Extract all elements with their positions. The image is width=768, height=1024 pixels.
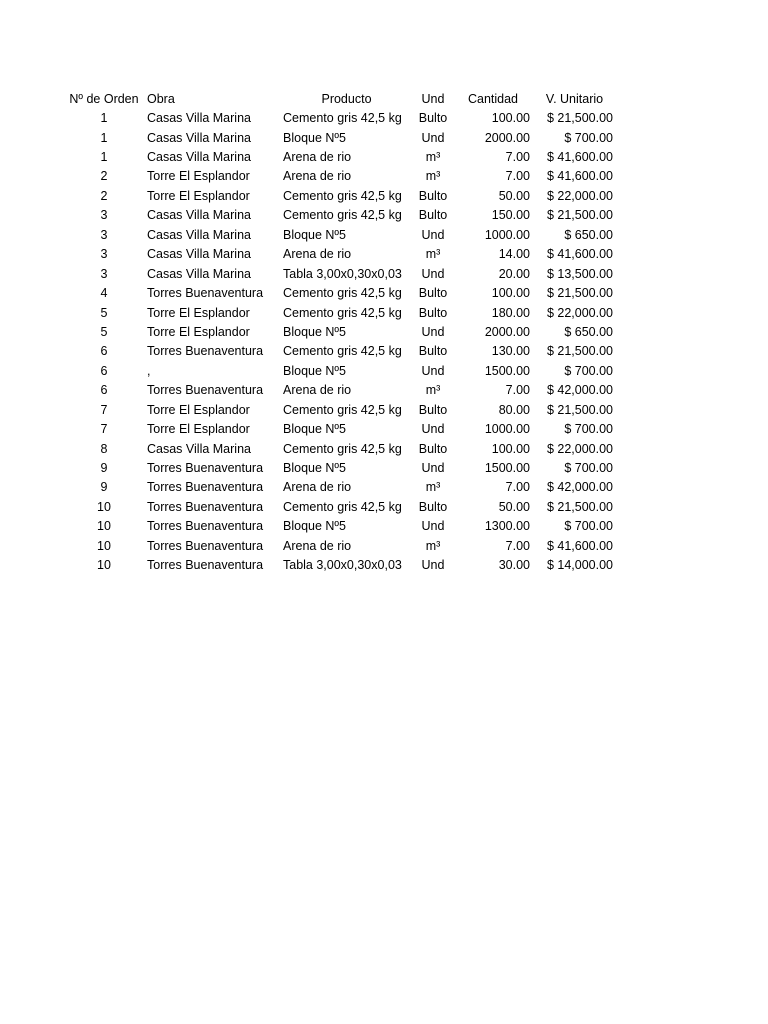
cell-orden: 3	[100, 208, 108, 223]
table-row	[64, 400, 616, 419]
cell-producto: Bloque Nº5	[283, 130, 346, 145]
cell-cantidad: 1000.00	[484, 227, 530, 242]
cell-und: Bulto	[418, 188, 448, 203]
cell-producto: Cemento gris 42,5 kg	[283, 188, 402, 203]
cell-obra: Casas Villa Marina	[147, 150, 251, 165]
table-row	[64, 206, 616, 225]
table-row	[64, 225, 616, 244]
cell-v-unitario: $ 42,000.00	[546, 480, 613, 495]
cell-obra: Torres Buenaventura	[147, 344, 264, 359]
table-row	[64, 108, 616, 127]
cell-cantidad: 20.00	[498, 266, 530, 281]
cell-obra: Torres Buenaventura	[147, 286, 264, 301]
cell-orden: 10	[97, 538, 111, 553]
cell-v-unitario: $ 21,500.00	[546, 499, 613, 514]
cell-und: Bulto	[418, 441, 448, 456]
table-row	[64, 264, 616, 283]
cell-obra: Torre El Esplandor	[147, 305, 250, 320]
cell-producto: Arena de rio	[283, 383, 352, 398]
table-row	[64, 186, 616, 205]
cell-v-unitario: $ 21,500.00	[546, 402, 613, 417]
table-row	[64, 322, 616, 341]
cell-orden: 6	[100, 344, 108, 359]
cell-v-unitario: $ 22,000.00	[546, 188, 613, 203]
cell-obra: Torres Buenaventura	[147, 519, 264, 534]
table-row	[64, 128, 616, 147]
cell-v-unitario: $ 41,600.00	[546, 150, 613, 165]
cell-und: Bulto	[418, 402, 448, 417]
cell-orden: 10	[97, 558, 111, 573]
cell-producto: Cemento gris 42,5 kg	[283, 499, 402, 514]
cell-und: Und	[421, 422, 445, 437]
cell-und: Und	[421, 324, 445, 339]
cell-cantidad: 1000.00	[484, 422, 530, 437]
header-producto: Producto	[321, 91, 372, 106]
table-row	[64, 342, 616, 361]
cell-cantidad: 50.00	[498, 188, 530, 203]
cell-und: m³	[425, 480, 441, 495]
cell-cantidad: 100.00	[491, 286, 530, 301]
cell-orden: 6	[100, 383, 108, 398]
cell-und: m³	[425, 538, 441, 553]
cell-obra: Torre El Esplandor	[147, 324, 250, 339]
table-row	[64, 147, 616, 166]
cell-orden: 5	[100, 305, 108, 320]
cell-v-unitario: $ 41,600.00	[546, 169, 613, 184]
cell-v-unitario: $ 700.00	[564, 363, 613, 378]
cell-cantidad: 7.00	[505, 150, 530, 165]
cell-v-unitario: $ 13,500.00	[546, 266, 613, 281]
cell-cantidad: 80.00	[498, 402, 530, 417]
cell-v-unitario: $ 700.00	[564, 422, 613, 437]
cell-obra: Casas Villa Marina	[147, 227, 251, 242]
cell-orden: 3	[100, 266, 108, 281]
cell-cantidad: 2000.00	[484, 130, 530, 145]
cell-producto: Arena de rio	[283, 538, 352, 553]
cell-producto: Tabla 3,00x0,30x0,03	[283, 558, 402, 573]
table-row	[64, 536, 616, 555]
cell-obra: Casas Villa Marina	[147, 441, 251, 456]
cell-und: Und	[421, 558, 445, 573]
cell-und: Und	[421, 227, 445, 242]
cell-producto: Tabla 3,00x0,30x0,03	[283, 266, 402, 281]
cell-cantidad: 14.00	[498, 247, 530, 262]
cell-und: Und	[421, 461, 445, 476]
cell-v-unitario: $ 650.00	[564, 324, 613, 339]
table-row	[64, 381, 616, 400]
cell-producto: Cemento gris 42,5 kg	[283, 286, 402, 301]
cell-obra: Torre El Esplandor	[147, 402, 250, 417]
cell-orden: 4	[100, 286, 108, 301]
cell-orden: 10	[97, 519, 111, 534]
cell-und: Bulto	[418, 305, 448, 320]
cell-orden: 1	[100, 150, 108, 165]
cell-cantidad: 1500.00	[484, 461, 530, 476]
cell-cantidad: 50.00	[498, 499, 530, 514]
table-row	[64, 167, 616, 186]
cell-obra: Casas Villa Marina	[147, 111, 251, 126]
cell-cantidad: 180.00	[491, 305, 530, 320]
cell-und: m³	[425, 150, 441, 165]
cell-producto: Bloque Nº5	[283, 461, 346, 476]
cell-cantidad: 150.00	[491, 208, 530, 223]
header-v-unitario: V. Unitario	[545, 91, 604, 106]
cell-obra: Torre El Esplandor	[147, 422, 250, 437]
table-row	[64, 478, 616, 497]
cell-v-unitario: $ 21,500.00	[546, 286, 613, 301]
cell-producto: Arena de rio	[283, 169, 352, 184]
cell-cantidad: 130.00	[491, 344, 530, 359]
cell-orden: 1	[100, 111, 108, 126]
table-row	[64, 497, 616, 516]
cell-producto: Bloque Nº5	[283, 227, 346, 242]
table-row	[64, 245, 616, 264]
cell-obra: Torres Buenaventura	[147, 538, 264, 553]
cell-cantidad: 2000.00	[484, 324, 530, 339]
cell-obra: Torres Buenaventura	[147, 461, 264, 476]
cell-und: Und	[421, 266, 445, 281]
cell-orden: 9	[100, 480, 108, 495]
cell-v-unitario: $ 42,000.00	[546, 383, 613, 398]
cell-orden: 3	[100, 227, 108, 242]
cell-und: Bulto	[418, 208, 448, 223]
cell-producto: Bloque Nº5	[283, 519, 346, 534]
cell-obra: Torre El Esplandor	[147, 169, 250, 184]
cell-obra: Torre El Esplandor	[147, 188, 250, 203]
cell-v-unitario: $ 700.00	[564, 130, 613, 145]
cell-v-unitario: $ 14,000.00	[546, 558, 613, 573]
cell-orden: 10	[97, 499, 111, 514]
header-orden: Nº de Orden	[69, 91, 139, 106]
cell-orden: 7	[100, 402, 108, 417]
cell-obra: Casas Villa Marina	[147, 247, 251, 262]
cell-v-unitario: $ 700.00	[564, 519, 613, 534]
cell-v-unitario: $ 41,600.00	[546, 538, 613, 553]
cell-v-unitario: $ 22,000.00	[546, 305, 613, 320]
table-row	[64, 556, 616, 575]
cell-v-unitario: $ 41,600.00	[546, 247, 613, 262]
cell-obra: ,	[147, 363, 151, 378]
header-row	[64, 89, 616, 108]
cell-cantidad: 7.00	[505, 538, 530, 553]
cell-und: m³	[425, 247, 441, 262]
cell-und: m³	[425, 383, 441, 398]
cell-und: Und	[421, 519, 445, 534]
table-body	[64, 108, 616, 575]
cell-orden: 1	[100, 130, 108, 145]
table-row	[64, 303, 616, 322]
table-row	[64, 361, 616, 380]
table-row	[64, 458, 616, 477]
cell-orden: 3	[100, 247, 108, 262]
cell-und: Und	[421, 363, 445, 378]
cell-und: Und	[421, 130, 445, 145]
cell-v-unitario: $ 21,500.00	[546, 208, 613, 223]
cell-obra: Casas Villa Marina	[147, 266, 251, 281]
cell-producto: Cemento gris 42,5 kg	[283, 441, 402, 456]
cell-cantidad: 7.00	[505, 480, 530, 495]
cell-producto: Arena de rio	[283, 480, 352, 495]
cell-producto: Cemento gris 42,5 kg	[283, 305, 402, 320]
cell-und: Bulto	[418, 111, 448, 126]
cell-obra: Torres Buenaventura	[147, 558, 264, 573]
cell-orden: 2	[100, 188, 108, 203]
cell-orden: 9	[100, 461, 108, 476]
cell-cantidad: 1500.00	[484, 363, 530, 378]
cell-obra: Torres Buenaventura	[147, 383, 264, 398]
cell-cantidad: 30.00	[498, 558, 530, 573]
table-row	[64, 439, 616, 458]
cell-producto: Cemento gris 42,5 kg	[283, 402, 402, 417]
cell-v-unitario: $ 650.00	[564, 227, 613, 242]
cell-v-unitario: $ 21,500.00	[546, 344, 613, 359]
cell-producto: Arena de rio	[283, 247, 352, 262]
cell-v-unitario: $ 21,500.00	[546, 111, 613, 126]
cell-producto: Cemento gris 42,5 kg	[283, 111, 402, 126]
cell-v-unitario: $ 22,000.00	[546, 441, 613, 456]
cell-obra: Casas Villa Marina	[147, 130, 251, 145]
cell-und: Bulto	[418, 344, 448, 359]
cell-und: Bulto	[418, 499, 448, 514]
table-row	[64, 419, 616, 438]
cell-orden: 5	[100, 324, 108, 339]
cell-producto: Cemento gris 42,5 kg	[283, 208, 402, 223]
cell-producto: Bloque Nº5	[283, 363, 346, 378]
orders-table	[64, 89, 616, 575]
cell-cantidad: 1300.00	[484, 519, 530, 534]
cell-cantidad: 7.00	[505, 383, 530, 398]
cell-obra: Torres Buenaventura	[147, 480, 264, 495]
cell-producto: Bloque Nº5	[283, 324, 346, 339]
header-obra: Obra	[147, 91, 175, 106]
cell-producto: Cemento gris 42,5 kg	[283, 344, 402, 359]
cell-orden: 8	[100, 441, 108, 456]
cell-obra: Torres Buenaventura	[147, 499, 264, 514]
cell-orden: 7	[100, 422, 108, 437]
cell-orden: 2	[100, 169, 108, 184]
cell-cantidad: 100.00	[491, 111, 530, 126]
cell-cantidad: 7.00	[505, 169, 530, 184]
table-row	[64, 283, 616, 302]
table-row	[64, 517, 616, 536]
cell-obra: Casas Villa Marina	[147, 208, 251, 223]
cell-producto: Arena de rio	[283, 150, 352, 165]
cell-cantidad: 100.00	[491, 441, 530, 456]
header-cantidad: Cantidad	[467, 91, 519, 106]
cell-orden: 6	[100, 363, 108, 378]
cell-und: m³	[425, 169, 441, 184]
header-und: Und	[421, 91, 445, 106]
cell-v-unitario: $ 700.00	[564, 461, 613, 476]
cell-producto: Bloque Nº5	[283, 422, 346, 437]
cell-und: Bulto	[418, 286, 448, 301]
spreadsheet-page	[64, 89, 616, 575]
